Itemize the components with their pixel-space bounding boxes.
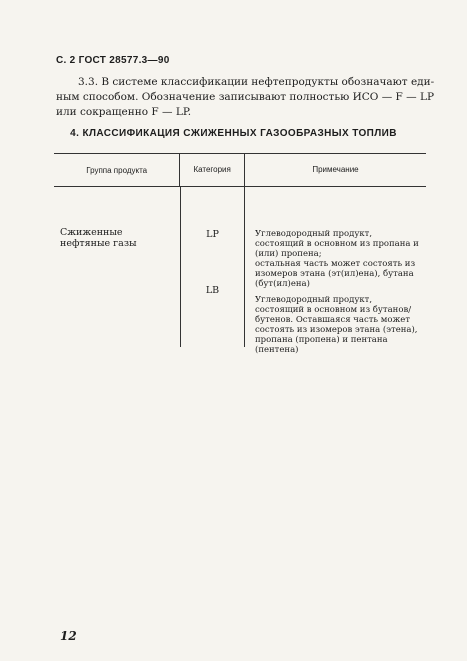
table-header-row [54, 154, 426, 187]
note-lp-2: остальная часть может состоять из изомеров этана (эт(ил)ена), бутана (бут(ил)ена) [255, 259, 416, 289]
paragraph-3-3 [56, 75, 436, 120]
group-cell: Сжиженные нефтяные газы [60, 227, 137, 249]
category-cell [180, 187, 244, 347]
section-title: 4. КЛАССИФИКАЦИЯ СЖИЖЕННЫХ ГАЗООБРАЗНЫХ ТОПЛИВ [70, 128, 397, 139]
note-lp-1: Углеводородный продукт, состоящий в основном из пропана и (или) пропена; [255, 229, 419, 259]
table-row [54, 187, 426, 355]
paragraph-line-2: ным способом. Обозначение записывают полностью ИСО — F — LP [56, 91, 435, 103]
paragraph-line-3: или сокращенно F — LP. [56, 106, 192, 118]
header-group: Группа продукта [86, 165, 148, 175]
note-cell [244, 187, 426, 355]
header-note: Примечание [244, 154, 426, 186]
note-lb: Углеводородный продукт, состоящий в основном из бутанов/бутенов. Оставшаяся часть может состоять из изомеров этана (этена), пропана (пропена) и пентана (пентена) [255, 295, 418, 355]
category-lb: LB [205, 285, 220, 296]
category-lp: LP [206, 229, 219, 240]
page-header: С. 2 ГОСТ 28577.3—90 [56, 55, 170, 66]
paragraph-line-1: 3.3. В системе классификации нефтепродукты обозначают еди- [78, 76, 435, 88]
classification-table [54, 153, 426, 355]
page-number: 12 [60, 629, 77, 643]
header-category: Категория [179, 154, 244, 186]
